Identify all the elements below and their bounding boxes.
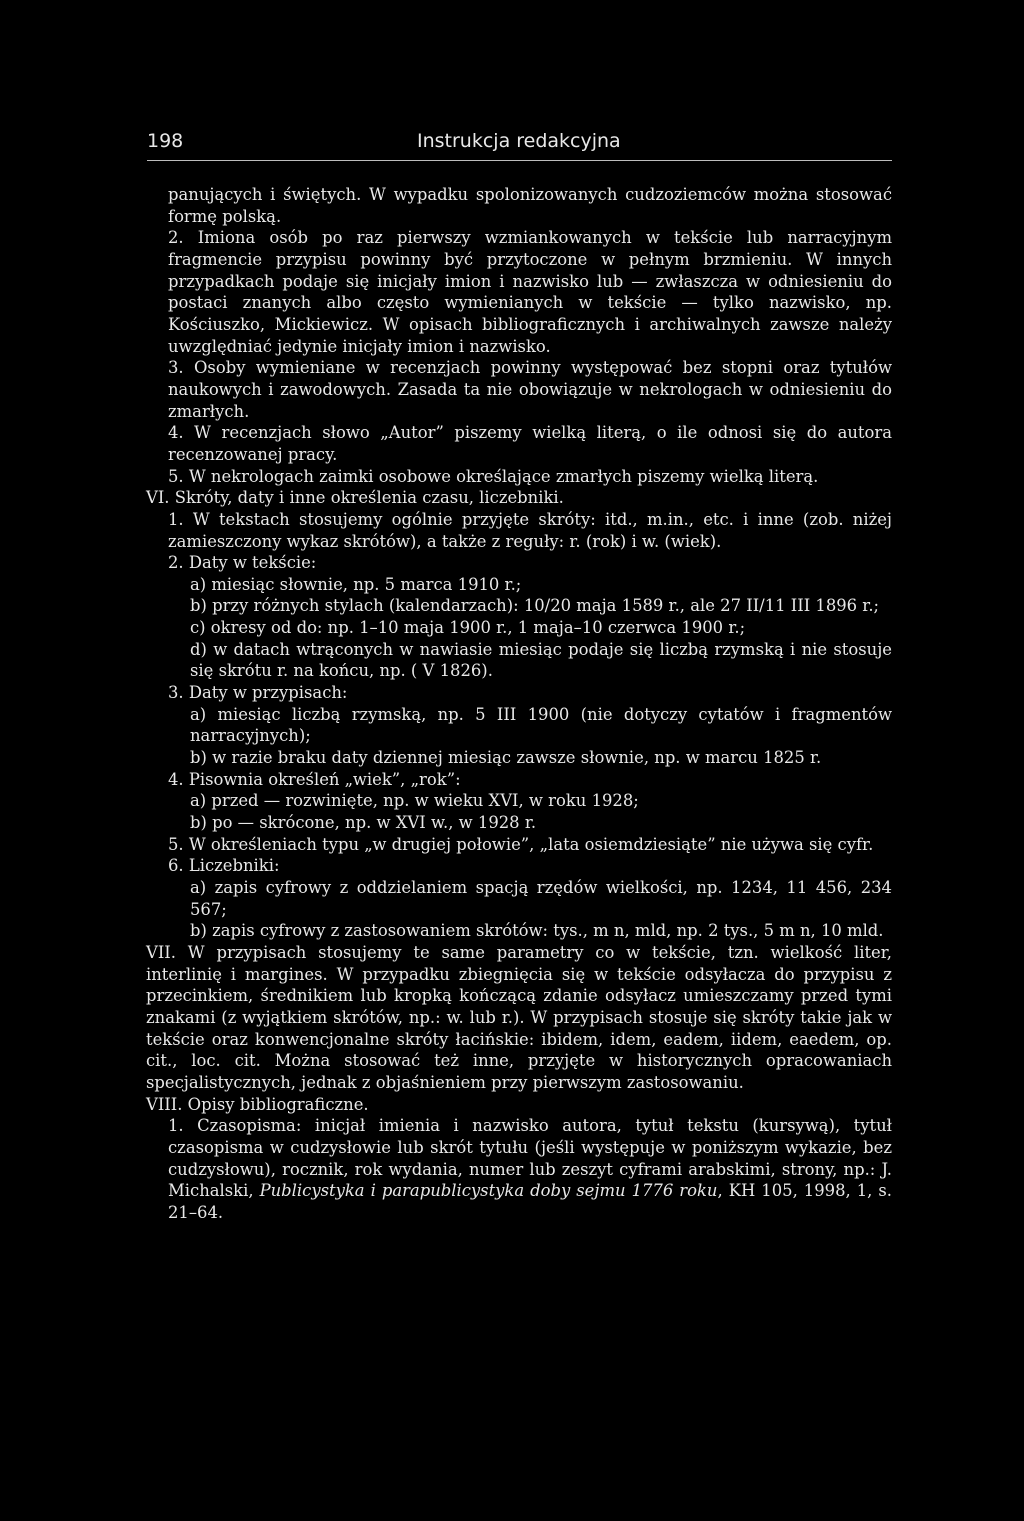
section-heading: VIII. Opisy bibliograficzne. bbox=[146, 1094, 369, 1114]
list-item: a) przed — rozwinięte, np. w wieku XVI, w roku 1928; bbox=[190, 791, 639, 811]
section-heading: VI. Skróty, daty i inne określenia czasu, liczebniki. bbox=[146, 488, 564, 508]
section-heading: VII. W przypisach stosujemy te same parametry co w tekście, tzn. wielkość liter, interlinię i margines. W przypadku zbiegnięcia się w tekście odsyłacza do przypisu z przecinkiem, średnikiem lub kropką kończącą zdanie odsyłacz umieszczamy przed tymi znakami (z wyjątkiem skrótów, np.: w. lub r.). W przypisach stosuje się skróty takie jak w tekście oraz konwencjonalne skróty łacińskie: ibidem, idem, eadem, iidem, eaedem, op. cit., loc. cit. Można stosować też inne, przyjęte w historycznych opracowaniach specjalistycznych, jednak z objaśnieniem przy pierwszym zastosowaniu. bbox=[146, 942, 892, 1092]
list-item: b) po — skrócone, np. w XVI w., w 1928 r. bbox=[190, 813, 537, 833]
list-item: d) w datach wtrąconych w nawiasie miesiąc podaje się liczbą rzymską i nie stosuje się skrótu r. na końcu, np. ( V 1826). bbox=[190, 639, 892, 681]
list-item: b) przy różnych stylach (kalendarzach): 10/20 maja 1589 r., ale 27 II/11 III 1896 r.; bbox=[190, 596, 880, 616]
header-rule bbox=[147, 160, 892, 161]
page-number: 198 bbox=[147, 130, 184, 152]
italic-title: Publicystyka i parapublicystyka doby sejmu 1776 roku bbox=[259, 1181, 718, 1201]
paragraph: 6. Liczebniki: bbox=[168, 856, 280, 876]
paragraph: 5. W określeniach typu „w drugiej połowie”, „lata osiemdziesiąte” nie używa się cyfr. bbox=[168, 834, 874, 854]
paragraph: 2. Daty w tekście: bbox=[168, 553, 317, 573]
running-title: Instrukcja redakcyjna bbox=[417, 130, 621, 152]
paragraph: 3. Osoby wymieniane w recenzjach powinny występować bez stopni oraz tytułów naukowych i zawodowych. Zasada ta nie obowiązuje w nekrologach w odniesieniu do zmarłych. bbox=[168, 358, 892, 421]
paragraph: 4. W recenzjach słowo „Autor” piszemy wielką literą, o ile odnosi się do autora recenzowanej pracy. bbox=[168, 423, 892, 464]
paragraph-last bbox=[168, 1115, 892, 1223]
paragraph: 5. W nekrologach zaimki osobowe określające zmarłych piszemy wielką literą. bbox=[168, 466, 819, 486]
paragraph-tail: , KH 105, 1998, 1, s. 21–64. bbox=[168, 1181, 893, 1222]
paragraph: 4. Pisownia określeń „wiek”, „rok”: bbox=[168, 769, 461, 789]
list-item: c) okresy od do: np. 1–10 maja 1900 r., 1 maja–10 czerwca 1900 r.; bbox=[190, 618, 746, 638]
list-item: b) zapis cyfrowy z zastosowaniem skrótów: tys., m n, mld, np. 2 tys., 5 m n, 10 mld. bbox=[190, 921, 884, 941]
list-item: a) miesiąc liczbą rzymską, np. 5 III 1900 (nie dotyczy cytatów i fragmentów narracyjnych); bbox=[190, 704, 892, 746]
paragraph: panujących i świętych. W wypadku spolonizowanych cudzoziemców można stosować formę polską. bbox=[168, 185, 892, 226]
list-item: a) miesiąc słownie, np. 5 marca 1910 r.; bbox=[190, 574, 522, 594]
list-item: a) zapis cyfrowy z oddzielaniem spacją rzędów wielkości, np. 1234, 11 456, 234 567; bbox=[190, 878, 892, 919]
list-item: b) w razie braku daty dziennej miesiąc zawsze słownie, np. w marcu 1825 r. bbox=[190, 748, 822, 768]
paragraph-text: 1. Czasopisma: inicjał imienia i nazwisko autora, tytuł tekstu (kursywą), tytuł czasopisma w cudzysłowie lub skrót tytułu (jeśli występuje w poniższym wykazie, bez cudzysłowu), rocznik, rok wydania, numer lub zeszyt cyframi arabskimi, strony, np.: J. Michalski, bbox=[168, 1116, 892, 1201]
body-text bbox=[146, 184, 893, 1224]
paragraph: 3. Daty w przypisach: bbox=[168, 683, 348, 703]
running-header bbox=[147, 128, 892, 156]
paragraph: 2. Imiona osób po raz pierwszy wzmiankowanych w tekście lub narracyjnym fragmencie przypisu powinny być przytoczone w pełnym brzmieniu. W innych przypadkach podaje się inicjały imion i nazwisko lub — zwłaszcza w odniesieniu do postaci znanych albo często wymienianych w tekście — tylko nazwisko, np. Kościuszko, Mickiewicz. W opisach bibliograficznych i archiwalnych zawsze należy uwzględniać jedynie inicjały imion i nazwisko. bbox=[168, 228, 892, 356]
paragraph: 1. W tekstach stosujemy ogólnie przyjęte skróty: itd., m.in., etc. i inne (zob. niżej zamieszczony wykaz skrótów), a także z reguły: r. (rok) i w. (wiek). bbox=[168, 509, 892, 551]
